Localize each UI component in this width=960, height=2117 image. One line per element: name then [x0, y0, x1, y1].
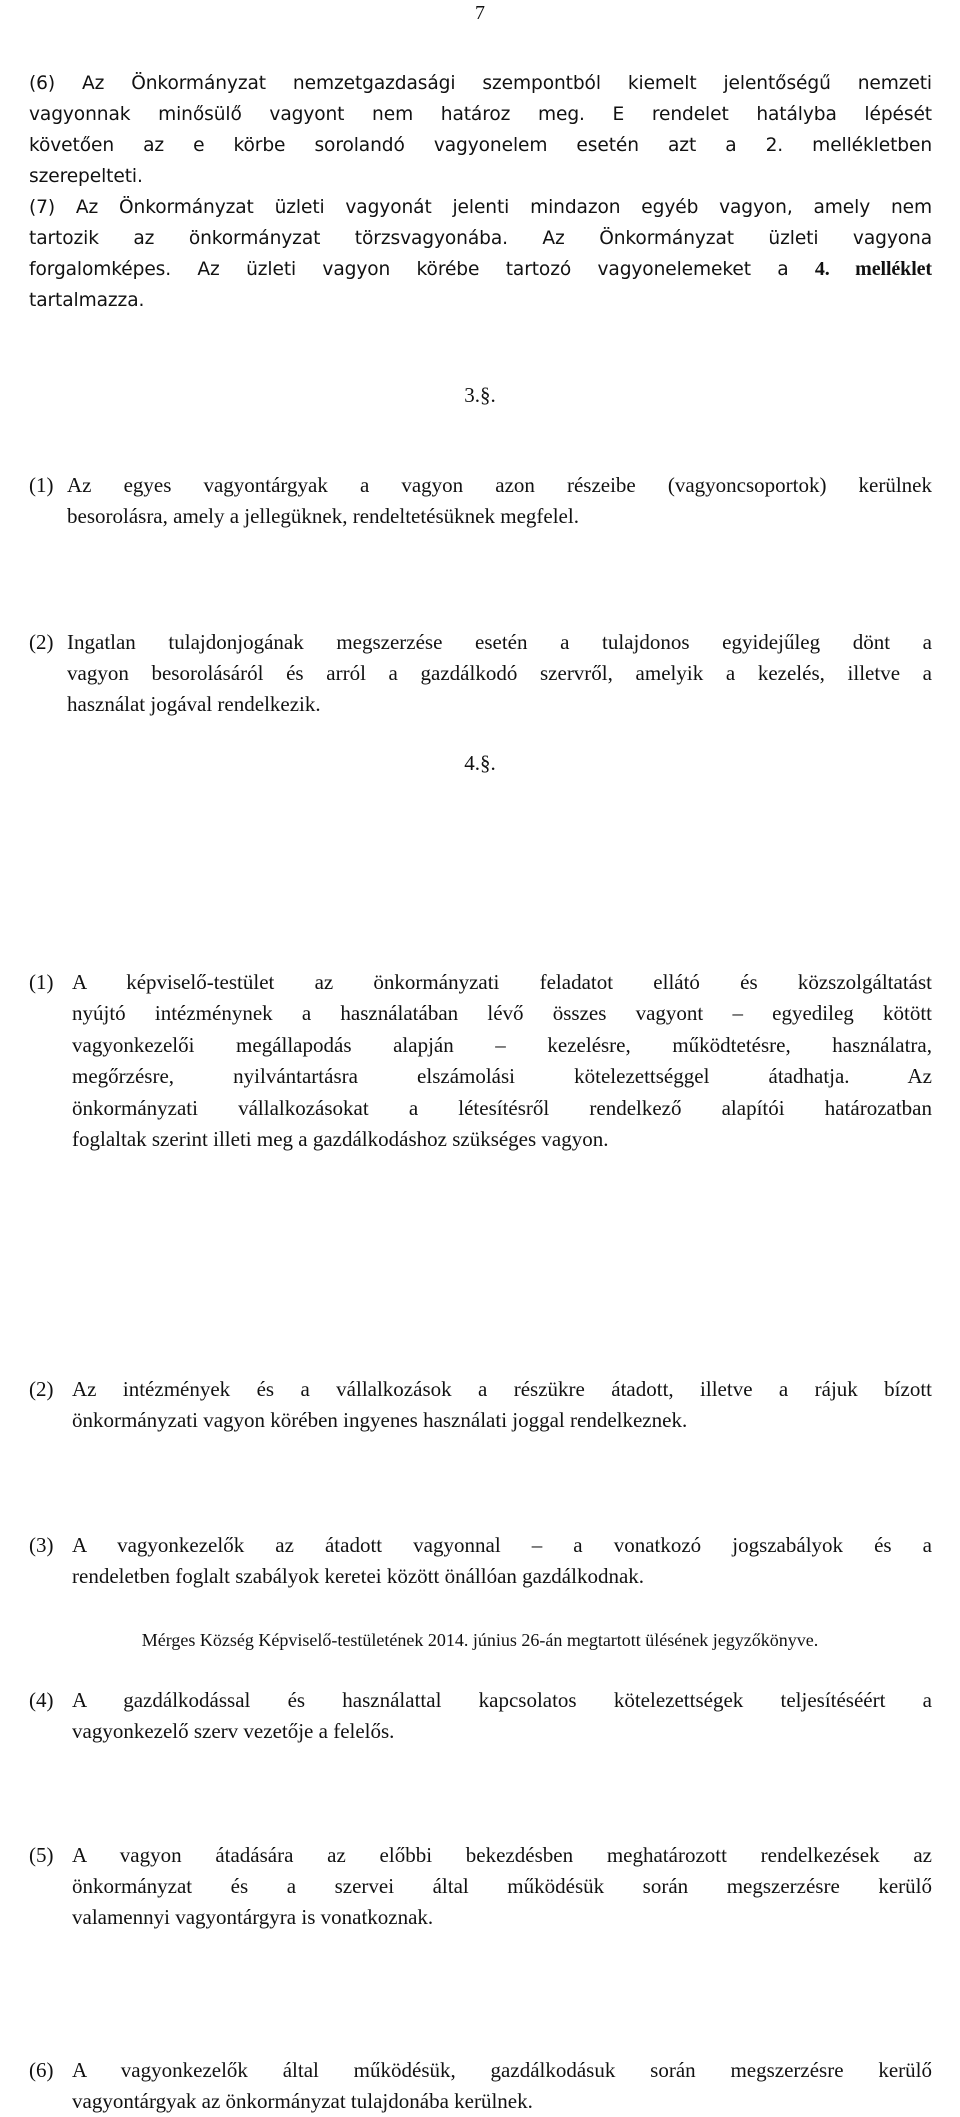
- paragraph-7: [29, 192, 932, 316]
- text-line: megőrzésre, nyilvántartásra elszámolási kötelezettséggel átadhatja. Az: [72, 1064, 932, 1089]
- page-number: 7: [475, 2, 485, 24]
- paragraph-number: (3): [29, 1533, 54, 1558]
- section-4-paragraph-5: [29, 1840, 932, 1933]
- paragraph-number: (4): [29, 1688, 54, 1713]
- text-line: rendeletben foglalt szabályok keretei között önállóan gazdálkodnak.: [72, 1564, 645, 1589]
- paragraph-number: (6): [29, 2058, 54, 2083]
- paragraph-number: (2): [29, 630, 54, 654]
- text-line: nyújtó intézménynek a használatában lévő összes vagyont – egyedileg kötött: [72, 1001, 932, 1026]
- text-line: A gazdálkodással és használattal kapcsolatos kötelezettségek teljesítéséért a: [72, 1688, 932, 1713]
- text-line: Az intézmények és a vállalkozások a részükre átadott, illetve a rájuk bízott: [72, 1377, 932, 1402]
- text-line: önkormányzati vagyon körében ingyenes használati joggal rendelkeznek.: [72, 1408, 688, 1433]
- section-4-heading: 4.§.: [464, 751, 496, 775]
- text-line: (7) Az Önkormányzat üzleti vagyonát jelenti mindazon egyéb vagyon, amely nem: [29, 197, 932, 218]
- section-4-paragraph-2: [29, 1374, 932, 1436]
- section-4-paragraph-1: [29, 967, 932, 1155]
- text-line: követően az e körbe sorolandó vagyonelem esetén azt a 2. mellékletben: [29, 135, 932, 156]
- section-4-paragraph-6: [29, 2055, 932, 2117]
- paragraph-number: (1): [29, 473, 54, 497]
- text-line: [29, 254, 932, 285]
- text-line: foglaltak szerint illeti meg a gazdálkodáshoz szükséges vagyon.: [72, 1126, 609, 1151]
- text-line: besorolásra, amely a jellegüknek, rendeltetésüknek megfelel.: [67, 504, 579, 528]
- text-line: vagyonkezelő szerv vezetője a felelős.: [72, 1719, 395, 1744]
- text-line: A vagyonkezelők által működésük, gazdálkodásuk során megszerzésre kerülő: [72, 2058, 932, 2083]
- text-line: önkormányzat és a szervei által működésük során megszerzésre kerülő: [72, 1874, 932, 1899]
- text-line: használat jogával rendelkezik.: [67, 692, 321, 716]
- paragraph-number: (5): [29, 1843, 54, 1868]
- text-line: Az egyes vagyontárgyak a vagyon azon részeibe (vagyoncsoportok) kerülnek: [67, 473, 932, 497]
- section-4-paragraph-3: [29, 1530, 932, 1592]
- text-line: vagyonnak minősülő vagyont nem határoz meg. E rendelet hatályba lépését: [29, 104, 932, 125]
- section-3-heading: 3.§.: [464, 383, 496, 407]
- paragraph-6: [29, 68, 932, 192]
- paragraph-number: (2): [29, 1377, 54, 1402]
- text-line: vagyontárgyak az önkormányzat tulajdonába kerülnek.: [72, 2089, 533, 2114]
- text-line: A vagyonkezelők az átadott vagyonnal – a vonatkozó jogszabályok és a: [72, 1533, 932, 1558]
- section-3-paragraph-2: [29, 627, 932, 720]
- text-line: (6) Az Önkormányzat nemzetgazdasági szempontból kiemelt jelentőségű nemzeti: [29, 73, 932, 94]
- page-footer: Mérges Község Képviselő-testületének 2014. június 26-án megtartott ülésének jegyzőkönyve.: [141, 1630, 819, 1650]
- text-line: Ingatlan tulajdonjogának megszerzése esetén a tulajdonos egyidejűleg dönt a: [67, 630, 932, 654]
- text-line: tartozik az önkormányzat törzsvagyonába. Az Önkormányzat üzleti vagyona: [29, 228, 932, 249]
- section-4-paragraph-4: [29, 1685, 932, 1747]
- text-line: tartalmazza.: [29, 290, 145, 311]
- text-line: valamennyi vagyontárgyra is vonatkoznak.: [72, 1905, 434, 1930]
- paragraph-number: (1): [29, 970, 54, 994]
- text-fragment: forgalomképes. Az üzleti vagyon körébe tartozó vagyonelemeket a: [29, 259, 815, 280]
- text-line: A vagyon átadására az előbbi bekezdésben meghatározott rendelkezések az: [72, 1843, 932, 1868]
- annex-reference: 4. melléklet: [814, 258, 932, 280]
- section-3-paragraph-1: [29, 470, 932, 532]
- text-line: önkormányzati vállalkozásokat a létesítésről rendelkező alapítói határozatban: [72, 1095, 932, 1120]
- text-line: A képviselő-testület az önkormányzati feladatot ellátó és közszolgáltatást: [72, 970, 932, 994]
- text-line: vagyon besorolásáról és arról a gazdálkodó szervről, amelyik a kezelés, illetve a: [67, 661, 932, 685]
- text-line: vagyonkezelői megállapodás alapján – kezelésre, működtetésre, használatra,: [72, 1032, 932, 1057]
- text-line: szerepelteti.: [29, 166, 143, 187]
